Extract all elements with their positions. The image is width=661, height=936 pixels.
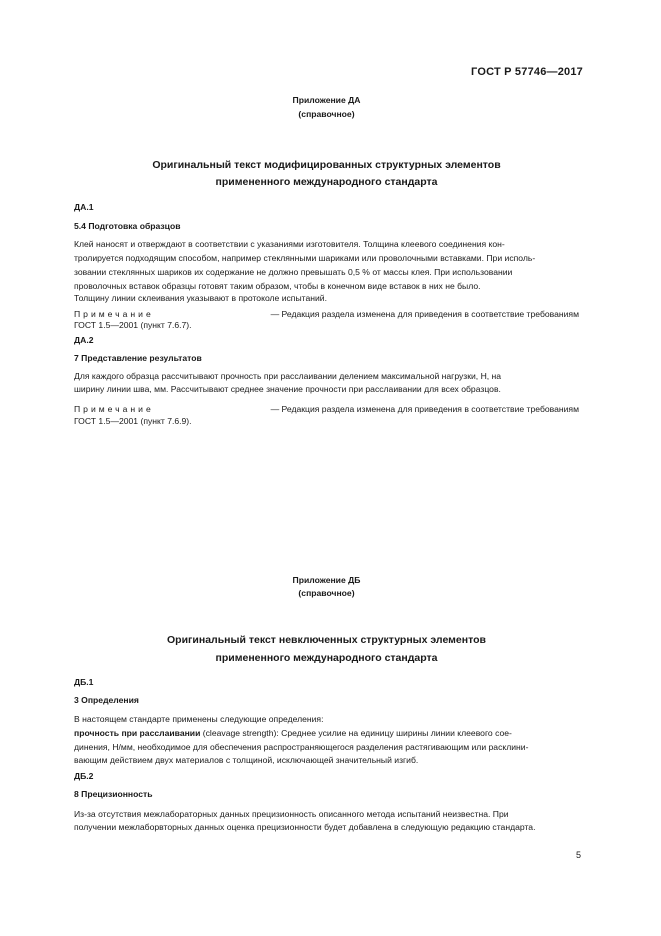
paragraph-line: проволочных вставок образцы готовят таким образом, чтобы в конечном виде вставок в них не было. — [74, 281, 481, 291]
item-da2-heading: 7 Представление результатов — [74, 353, 202, 363]
appendix-a-type: (справочное) — [298, 109, 355, 119]
note-label: Примечание — [74, 404, 154, 414]
item-db2-id: ДБ.2 — [74, 771, 94, 781]
item-da2-id: ДА.2 — [74, 335, 94, 345]
term: прочность при расслаивании — [74, 728, 201, 738]
paragraph-line: Для каждого образца рассчитывают прочность при расслаивании делением максимальной нагрузки, Н, на — [74, 371, 502, 381]
item-da1-id: ДА.1 — [74, 202, 94, 212]
paragraph-line: тролируется подходящим способом, например стеклянными шариками или проволочными вставками. При исполь- — [74, 253, 536, 263]
definition-text: (cleavage strength): Среднее усилие на единицу ширины линии клеевого сое- — [200, 728, 512, 738]
paragraph-line: зовании стеклянных шариков их содержание не должно превышать 0,5 % от массы клея. При использовании — [74, 267, 513, 277]
definition-line1 — [74, 726, 579, 740]
item-db2-heading: 8 Прецизионность — [74, 789, 153, 799]
item-db1-heading: 3 Определения — [74, 695, 139, 705]
appendix-b-title-line2: примененного международного стандарта — [215, 652, 438, 664]
paragraph-line: В настоящем стандарте применены следующие определения: — [74, 714, 324, 724]
paragraph-line: получении межлаборвторных данных оценка прецизионности будет добавлена в следующую редакцию стандарта. — [74, 822, 536, 832]
paragraph-line: вающим действием двух материалов с толщиной, исключающей значительный изгиб. — [74, 755, 419, 765]
appendix-a-title-line1: Оригинальный текст модифицированных структурных элементов — [152, 159, 501, 171]
note-text: — Редакция раздела изменена для приведения в соответствие требованиям — [270, 309, 579, 319]
paragraph-line: Толщину линии склеивания указывают в протоколе испытаний. — [74, 293, 327, 303]
item-da1-heading: 5.4 Подготовка образцов — [74, 221, 181, 231]
appendix-b-title-line1: Оригинальный текст невключенных структурных элементов — [167, 634, 486, 646]
appendix-b-label: Приложение ДБ — [292, 575, 361, 585]
paragraph-line: ширину линии шва, мм. Рассчитывают среднее значение прочности при расслаивании для всех образцов. — [74, 384, 501, 394]
appendix-b-type: (справочное) — [298, 588, 355, 598]
paragraph-line — [74, 237, 579, 251]
note-da2-line2: ГОСТ 1.5—2001 (пункт 7.6.9). — [74, 416, 192, 426]
paragraph-line: Из-за отсутствия межлабораторных данных прецизионность описанного метода испытаний неизвестна. При — [74, 809, 509, 819]
standard-id: ГОСТ Р 57746—2017 — [471, 66, 583, 78]
note-label: Примечание — [74, 309, 154, 319]
item-db1-id: ДБ.1 — [74, 677, 94, 687]
note-da1-line2: ГОСТ 1.5—2001 (пункт 7.6.7). — [74, 320, 192, 330]
appendix-a-title-line2: примененного международного стандарта — [215, 176, 438, 188]
paragraph-line: динения, Н/мм, необходимое для обеспечения распространяющегося разделения растягивающим или расклини- — [74, 742, 529, 752]
text: Клей наносят и отверждают в соответствии с указаниями изготовителя. Толщина клеевого соединения кон- — [74, 239, 505, 249]
page-number: 5 — [575, 850, 581, 860]
appendix-a-label: Приложение ДА — [292, 95, 361, 105]
note-text: — Редакция раздела изменена для приведения в соответствие требованиям — [270, 404, 579, 414]
